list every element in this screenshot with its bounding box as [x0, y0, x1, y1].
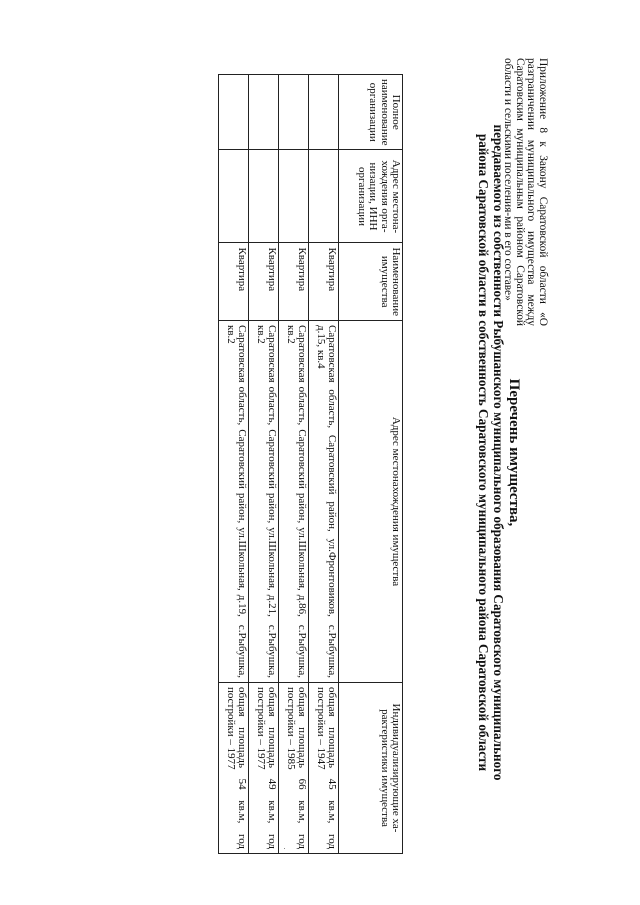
header-full-name: Полное наименование организации	[339, 75, 403, 150]
cell-features: общая площадь 66 кв.м, год постройки – 1985	[279, 683, 309, 854]
cell-locality: с.Рыбушка,	[249, 621, 279, 683]
cell-features: общая площадь 45 кв.м, год постройки – 1947	[309, 683, 339, 854]
cell-full-name	[219, 75, 249, 150]
cell-address: Саратовская область, Саратовский район, ул.Школьная, д.21, кв.2	[249, 321, 279, 621]
cell-locality: с.Рыбушка,	[219, 621, 249, 683]
cell-address: Саратовская область, Саратовский район, ул.Школьная, д.19, кв.2	[219, 321, 249, 621]
cell-property-name: Квартира	[309, 243, 339, 321]
cell-org-address	[309, 150, 339, 243]
table-row	[309, 75, 339, 854]
document-title-block	[476, 0, 522, 905]
table-header-row	[339, 75, 403, 854]
document-subtitle-line2: района Саратовской области в собственность Саратовского муниципального района Саратовской области	[476, 133, 491, 772]
document-subtitle-line1: передаваемого из собственности Рыбушанского муниципального образования Саратовского муниципального	[491, 124, 506, 781]
cell-property-name: Квартира	[249, 243, 279, 321]
cell-full-name	[249, 75, 279, 150]
cell-org-address	[219, 150, 249, 243]
cell-features: общая площадь 54 кв.м, год постройки – 1977	[219, 683, 249, 854]
header-org-address: Адрес местона-хождения орга-низации, ИНН организации	[339, 150, 403, 243]
annex-note: Приложение 8 к Закону Саратовской области «О разграничении муниципального имущества между Саратовским муниципальным районом Саратовской области и сельскими поселения-ми в его составе»	[502, 58, 549, 326]
table-row	[219, 75, 249, 854]
header-property-name: Наименование имущества	[339, 243, 403, 321]
cell-property-name: Квартира	[279, 243, 309, 321]
header-property-address: Адрес местонахождения имущества	[339, 321, 403, 683]
document-title: Перечень имущества,	[506, 378, 522, 527]
cell-org-address	[249, 150, 279, 243]
cell-address: Саратовская область, Саратовский район, ул.Фронтовиков, д.15, кв.4	[309, 321, 339, 621]
table-row	[279, 75, 309, 854]
table-row	[249, 75, 279, 854]
cell-locality: с.Рыбушка,	[279, 621, 309, 683]
property-table	[218, 74, 403, 854]
cell-locality: с.Рыбушка,	[309, 621, 339, 683]
scan-speck	[284, 848, 285, 849]
cell-full-name	[309, 75, 339, 150]
cell-org-address	[279, 150, 309, 243]
cell-address: Саратовская область, Саратовский район, ул.Школьная, д.86, кв.2	[279, 321, 309, 621]
header-features: Индивидуализирующие ха-рактеристики имущества	[339, 683, 403, 854]
cell-features: общая площадь 49 кв.м, год постройки – 1977	[249, 683, 279, 854]
cell-property-name: Квартира	[219, 243, 249, 321]
cell-full-name	[279, 75, 309, 150]
